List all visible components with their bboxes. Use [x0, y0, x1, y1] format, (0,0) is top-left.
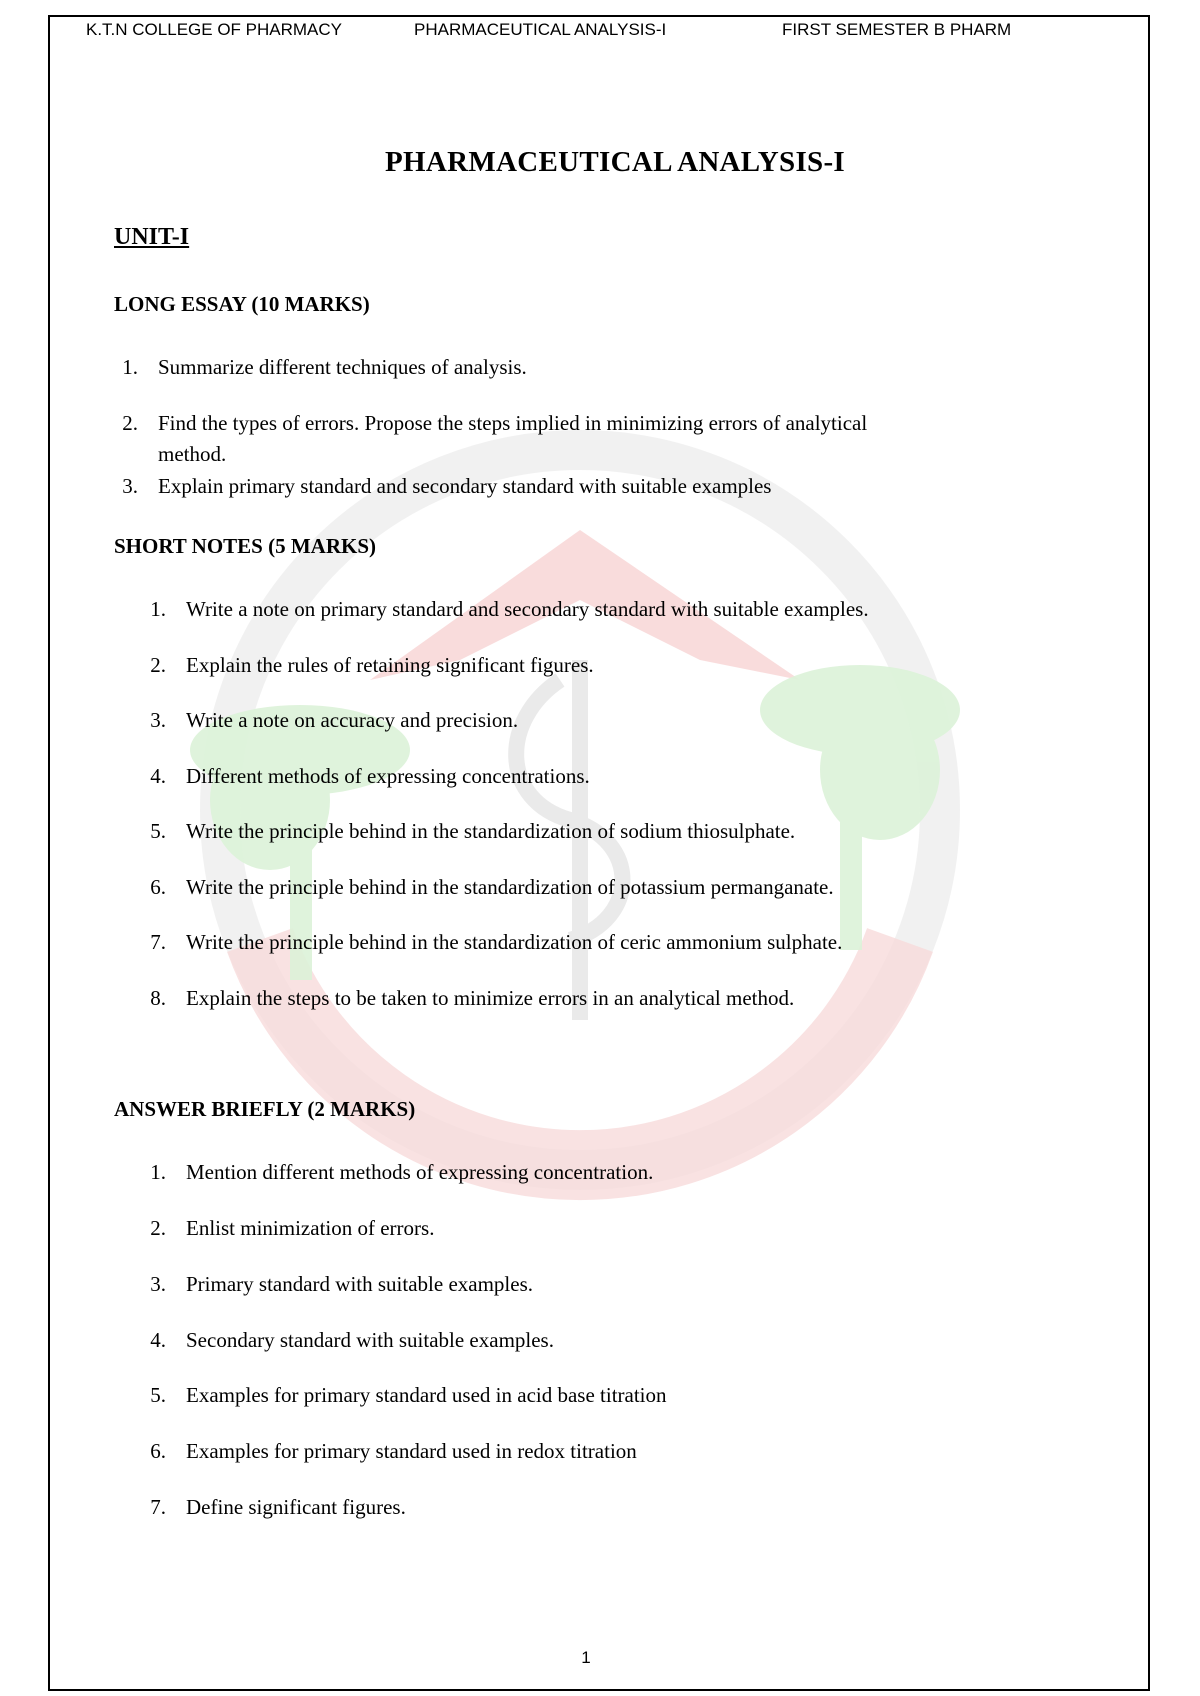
header-college: K.T.N COLLEGE OF PHARMACY: [86, 20, 342, 39]
item-number: 3.: [122, 474, 138, 498]
item-text: Primary standard with suitable examples.: [186, 1272, 534, 1296]
item-number: 3.: [150, 708, 166, 732]
item-number: 2.: [150, 1216, 166, 1240]
item-number: 6.: [150, 1439, 166, 1463]
item-text: Different methods of expressing concentrations.: [186, 764, 590, 788]
item-text: Examples for primary standard used in redox titration: [186, 1439, 637, 1463]
item-text: Write the principle behind in the standardization of ceric ammonium sulphate.: [186, 930, 843, 954]
item-number: 5.: [150, 819, 166, 843]
item-number: 4.: [150, 1328, 166, 1352]
item-number: 6.: [150, 875, 166, 899]
item-text: Write the principle behind in the standardization of potassium permanganate.: [186, 875, 834, 899]
header-semester: FIRST SEMESTER B PHARM: [782, 20, 1012, 39]
item-text: Explain the steps to be taken to minimize errors in an analytical method.: [186, 986, 795, 1010]
item-text: Define significant figures.: [186, 1495, 406, 1519]
unit-heading: UNIT-I: [114, 224, 190, 250]
item-text: Enlist minimization of errors.: [186, 1216, 435, 1240]
item-number: 2.: [150, 653, 166, 677]
answer-briefly-heading: ANSWER BRIEFLY (2 MARKS): [114, 1097, 416, 1121]
item-number: 2.: [122, 411, 138, 435]
item-text: Mention different methods of expressing concentration.: [186, 1160, 654, 1184]
item-text: Examples for primary standard used in acid base titration: [186, 1383, 667, 1407]
item-number: 8.: [150, 986, 166, 1010]
item-number: 5.: [150, 1383, 166, 1407]
item-number: 7.: [150, 930, 166, 954]
item-text: Write a note on primary standard and secondary standard with suitable examples.: [186, 597, 869, 621]
item-text: Summarize different techniques of analysis.: [158, 355, 527, 379]
item-text-continuation: method.: [158, 442, 227, 466]
page-header: [0, 20, 1200, 44]
item-text: Secondary standard with suitable examples.: [186, 1328, 554, 1352]
item-number: 4.: [150, 764, 166, 788]
item-number: 7.: [150, 1495, 166, 1519]
item-number: 1.: [150, 597, 166, 621]
item-text: Explain the rules of retaining significant figures.: [186, 653, 594, 677]
item-number: 3.: [150, 1272, 166, 1296]
document-title: PHARMACEUTICAL ANALYSIS-I: [384, 146, 846, 178]
short-notes-heading: SHORT NOTES (5 MARKS): [114, 534, 376, 558]
page-number: 1: [581, 1648, 591, 1667]
item-text: Explain primary standard and secondary standard with suitable examples: [158, 474, 772, 498]
long-essay-heading: LONG ESSAY (10 MARKS): [114, 292, 370, 316]
item-number: 1.: [150, 1160, 166, 1184]
item-text: Write a note on accuracy and precision.: [186, 708, 519, 732]
item-number: 1.: [122, 355, 138, 379]
header-subject: PHARMACEUTICAL ANALYSIS-I: [414, 20, 667, 39]
item-text: Write the principle behind in the standardization of sodium thiosulphate.: [186, 819, 796, 843]
item-text: Find the types of errors. Propose the steps implied in minimizing errors of analytical: [158, 411, 868, 435]
